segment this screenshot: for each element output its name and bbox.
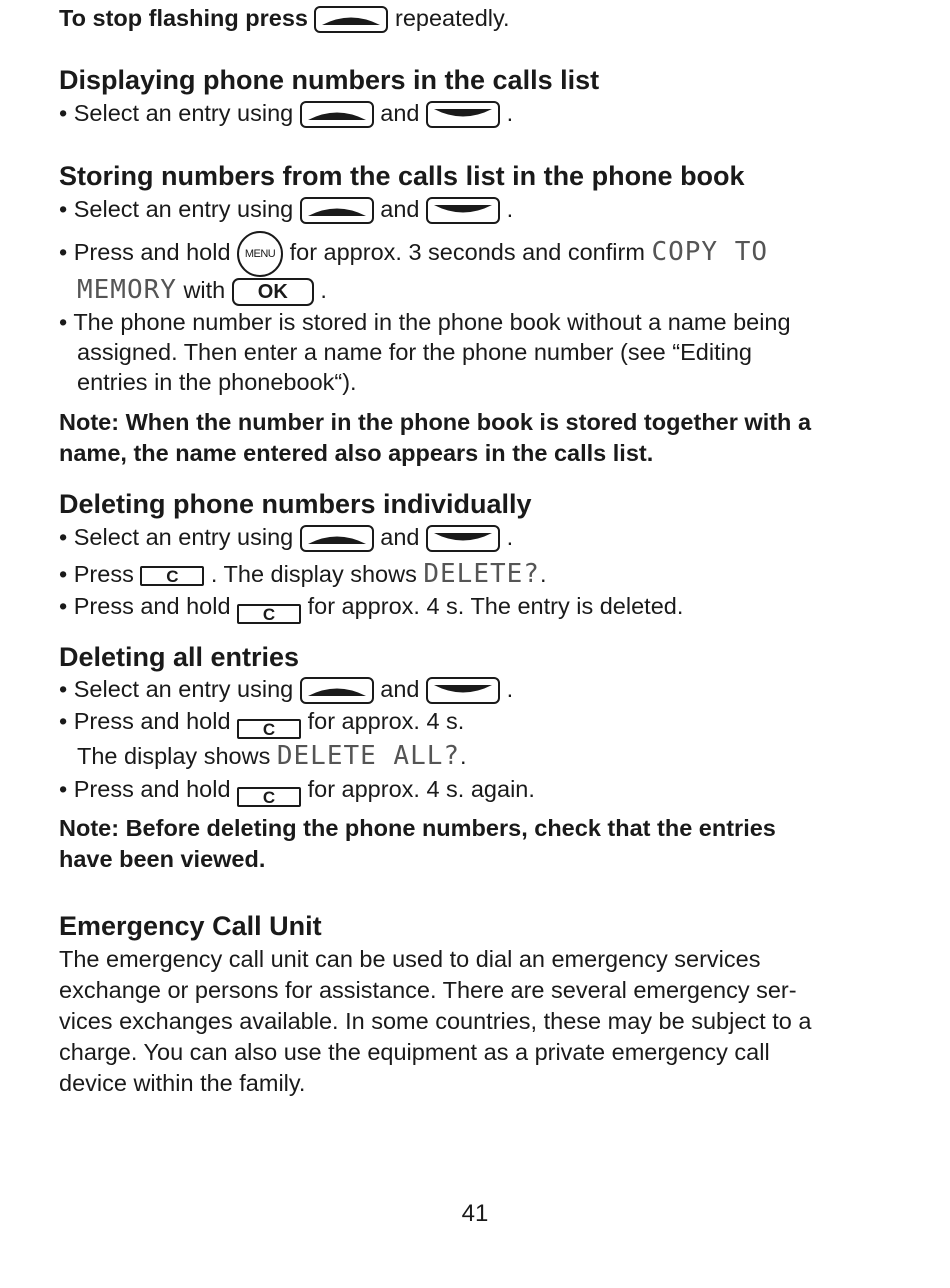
press-post-text: . The display shows (210, 561, 417, 587)
hold2-post-text: for approx. 4 s. again. (307, 776, 535, 802)
del-all-select-line (59, 674, 513, 704)
up-key-icon (300, 677, 374, 704)
menu-key-icon: MENU (237, 231, 283, 277)
hold-text: • Press and hold (59, 776, 231, 802)
display-delete: DELETE? (423, 559, 540, 589)
select-text: • Select an entry using (59, 196, 294, 222)
c-key-icon: C (140, 566, 204, 586)
hold-text: • Press and hold (59, 239, 231, 266)
storing-select-line (59, 194, 513, 224)
display-pre-text: The display shows (77, 743, 271, 769)
emergency-line3: vices exchanges available. In some countries, these may be subject to a (59, 1008, 812, 1034)
down-key-icon (426, 101, 500, 128)
heading-deleting-individual: Deleting phone numbers individually (59, 489, 532, 519)
emergency-line2: exchange or persons for assistance. There are several emergency ser- (59, 977, 797, 1003)
heading-displaying: Displaying phone numbers in the calls list (59, 65, 600, 95)
del-all-display-line: The display shows DELETE ALL?. (77, 741, 467, 771)
c-key-icon: C (237, 719, 301, 739)
del-all-hold-line (59, 706, 464, 739)
storing-hold-line (59, 231, 768, 277)
page-number: 41 (461, 1200, 489, 1227)
del-all-note-line2: have been viewed. (59, 846, 266, 872)
dot-text: . (506, 676, 514, 702)
storing-memory-line: MEMORY with OK . (77, 275, 327, 305)
del-ind-hold-line (59, 591, 683, 624)
dot-text: . (506, 196, 514, 222)
intro-line (59, 3, 510, 33)
intro-after-text: repeatedly. (395, 5, 510, 31)
up-key-icon (300, 101, 374, 128)
select-text: • Select an entry using (59, 524, 294, 550)
and-text: and (380, 676, 420, 702)
hold-post-text: for approx. 3 seconds and confirm (289, 239, 645, 266)
press-text: • Press (59, 561, 134, 587)
hold-text: • Press and hold (59, 708, 231, 734)
down-key-icon (426, 197, 500, 224)
del-ind-select-line (59, 522, 513, 552)
del-ind-press-line: • Press C . The display shows DELETE?. (59, 559, 547, 589)
dot-text: . (506, 524, 514, 550)
hold-post-text: for approx. 4 s. The entry is deleted. (307, 593, 684, 619)
del-all-note-line1: Note: Before deleting the phone numbers, check that the entries (59, 815, 776, 841)
dot-text: . (506, 100, 514, 126)
down-key-icon (426, 677, 500, 704)
and-text: and (380, 100, 420, 126)
up-key-icon (300, 197, 374, 224)
storing-note-line1: Note: When the number in the phone book is stored together with a (59, 409, 812, 435)
displaying-select-line (59, 98, 513, 128)
up-key-icon (314, 6, 388, 33)
down-key-icon (426, 525, 500, 552)
heading-deleting-all: Deleting all entries (59, 642, 300, 672)
and-text: and (380, 196, 420, 222)
heading-emergency: Emergency Call Unit (59, 911, 322, 941)
storing-bullet3-line1: • The phone number is stored in the phone book without a name being (59, 309, 791, 335)
intro-bold-text: To stop flashing press (59, 5, 308, 31)
display-copy-to: COPY TO (651, 237, 769, 268)
storing-bullet3-line3: entries in the phonebook“). (77, 369, 357, 395)
emergency-line1: The emergency call unit can be used to dial an emergency services (59, 946, 761, 972)
select-text: • Select an entry using (59, 100, 294, 126)
emergency-line4: charge. You can also use the equipment as a private emergency call (59, 1039, 770, 1065)
storing-bullet3-line2: assigned. Then enter a name for the phone number (see “Editing (77, 339, 752, 365)
display-delete-all: DELETE ALL? (276, 741, 461, 771)
c-key-icon: C (237, 787, 301, 807)
hold-text: • Press and hold (59, 593, 231, 619)
heading-storing: Storing numbers from the calls list in the phone book (59, 161, 745, 191)
del-all-hold2-line (59, 774, 535, 807)
c-key-icon: C (237, 604, 301, 624)
select-text: • Select an entry using (59, 676, 294, 702)
ok-key-icon: OK (232, 278, 314, 306)
storing-note-line2: name, the name entered also appears in the calls list. (59, 440, 654, 466)
up-key-icon (300, 525, 374, 552)
and-text: and (380, 524, 420, 550)
with-text: with (183, 277, 226, 303)
emergency-line5: device within the family. (59, 1070, 306, 1096)
display-memory: MEMORY (77, 275, 177, 305)
hold-post-text: for approx. 4 s. (307, 708, 465, 734)
